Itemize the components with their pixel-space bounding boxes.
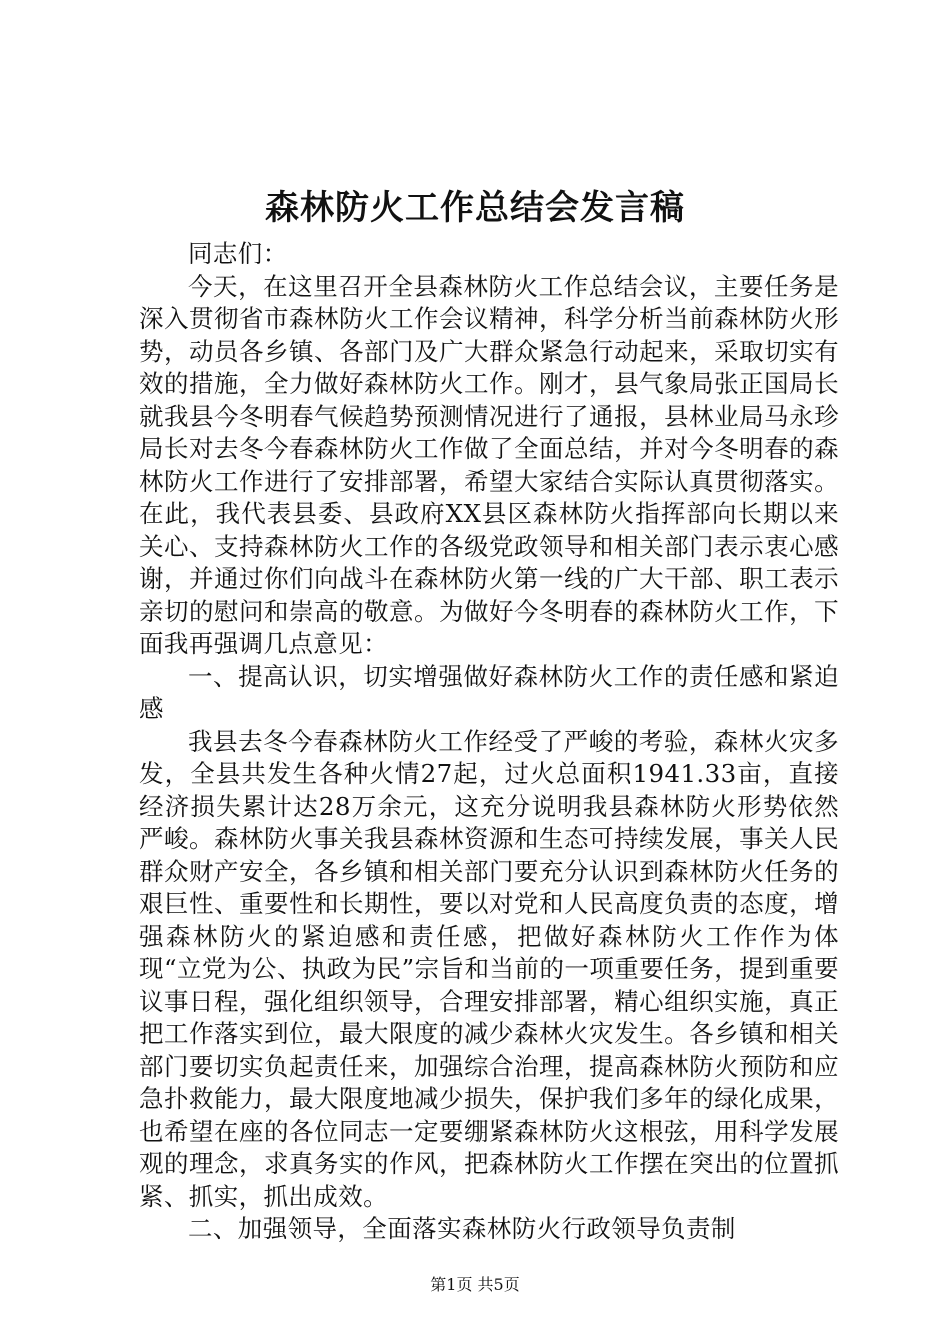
document-body	[139, 238, 839, 1246]
salutation: 同志们：	[188, 239, 288, 268]
section-heading-2: 二、加强领导，全面落实森林防火行政领导负责制	[188, 1214, 736, 1243]
section-1-paragraph: 我县去冬今春森林防火工作经受了严峻的考验，森林火灾多发，全县共发生各种火情27起，过火总面积1941.33亩，直接经济损失累计达28万余元，这充分说明我县森林防火形势依然严峻。森林防火事关我县森林资源和生态可持续发展，事关人民群众财产安全，各乡镇和相关部门要充分认识到森林防火任务的艰巨性、重要性和长期性，要以对党和人民高度负责的态度，增强森林防火的紧迫感和责任感，把做好森林防火工作作为体现“立党为公、执政为民”宗旨和当前的一项重要任务，提到重要议事日程，强化组织领导，合理安排部署，精心组织实施，真正把工作落实到位，最大限度的减少森林火灾发生。各乡镇和相关部门要切实负起责任来，加强综合治理，提高森林防火预防和应急扑救能力，最大限度地减少损失，保护我们多年的绿化成果，也希望在座的各位同志一定要绷紧森林防火这根弦，用科学发展观的理念，求真务实的作风，把森林防火工作摆在突出的位置抓紧、抓实，抓出成效。	[139, 726, 839, 1211]
document-title: 森林防火工作总结会发言稿	[265, 188, 685, 228]
page-number-footer: 第1页 共5页	[430, 1275, 520, 1294]
section-heading-1: 一、提高认识，切实增强做好森林防火工作的责任感和紧迫感	[139, 661, 839, 723]
intro-paragraph: 今天，在这里召开全县森林防火工作总结会议，主要任务是深入贯彻省市森林防火工作会议精神，科学分析当前森林防火形势，动员各乡镇、各部门及广大群众紧急行动起来，采取切实有效的措施，全力做好森林防火工作。刚才，县气象局张正国局长就我县今冬明春气候趋势预测情况进行了通报，县林业局马永珍局长对去冬今春森林防火工作做了全面总结，并对今冬明春的森林防火工作进行了安排部署，希望大家结合实际认真贯彻落实。在此，我代表县委、县政府XX县区森林防火指挥部向长期以来关心、支持森林防火工作的各级党政领导和相关部门表示衷心感谢，并通过你们向战斗在森林防火第一线的广大干部、职工表示亲切的慰问和崇高的敬意。为做好今冬明春的森林防火工作，下面我再强调几点意见：	[139, 271, 839, 658]
